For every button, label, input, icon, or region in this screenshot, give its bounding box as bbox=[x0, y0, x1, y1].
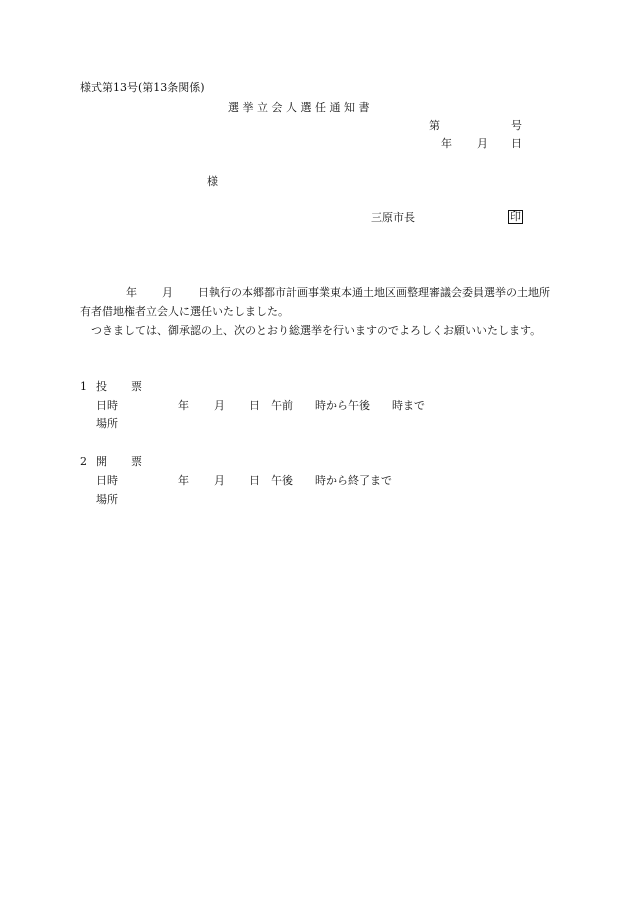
body-year: 年 bbox=[126, 286, 137, 299]
datetime-day: 日 bbox=[249, 399, 260, 412]
sender-title: 三原市長 bbox=[371, 211, 415, 224]
datetime-year: 年 bbox=[178, 399, 189, 412]
place-label: 場所 bbox=[96, 417, 118, 430]
document-date-year: 年 bbox=[441, 137, 452, 150]
datetime-time: 午前 時から午後 時まで bbox=[271, 399, 425, 412]
document-date-day: 日 bbox=[511, 137, 522, 150]
section-heading-a: 開 bbox=[96, 455, 107, 468]
document-number-prefix: 第 bbox=[429, 119, 440, 132]
body-paragraph-2: つきましては、御承認の上、次のとおり総選挙を行いますのでよろしくお願いいたします。 bbox=[91, 324, 542, 337]
datetime-label: 日時 bbox=[96, 399, 118, 412]
datetime-time: 午後 時から終了まで bbox=[271, 474, 392, 487]
datetime-label: 日時 bbox=[96, 474, 118, 487]
datetime-month: 月 bbox=[214, 474, 225, 487]
section-heading-a: 投 bbox=[96, 380, 107, 393]
document-date-month: 月 bbox=[477, 137, 488, 150]
body-paragraph-1: 日執行の本郷都市計画事業東本通土地区画整理審議会委員選挙の土地所有者借地権者立会人に選任いたしました。 bbox=[80, 286, 550, 318]
datetime-month: 月 bbox=[214, 399, 225, 412]
place-label: 場所 bbox=[96, 493, 118, 506]
section-number: 2 bbox=[80, 455, 87, 468]
document-title: 選 挙 立 会 人 選 任 通 知 書 bbox=[228, 101, 370, 114]
form-label: 様式第13号(第13条関係) bbox=[80, 81, 205, 94]
datetime-year: 年 bbox=[178, 474, 189, 487]
datetime-day: 日 bbox=[249, 474, 260, 487]
section-heading-b: 票 bbox=[131, 380, 142, 393]
addressee-honorific: 様 bbox=[207, 175, 218, 188]
section-heading-b: 票 bbox=[131, 455, 142, 468]
seal-mark: 印 bbox=[510, 210, 521, 223]
body-month: 月 bbox=[162, 286, 173, 299]
document-number-suffix: 号 bbox=[511, 119, 522, 132]
section-number: 1 bbox=[80, 380, 87, 393]
